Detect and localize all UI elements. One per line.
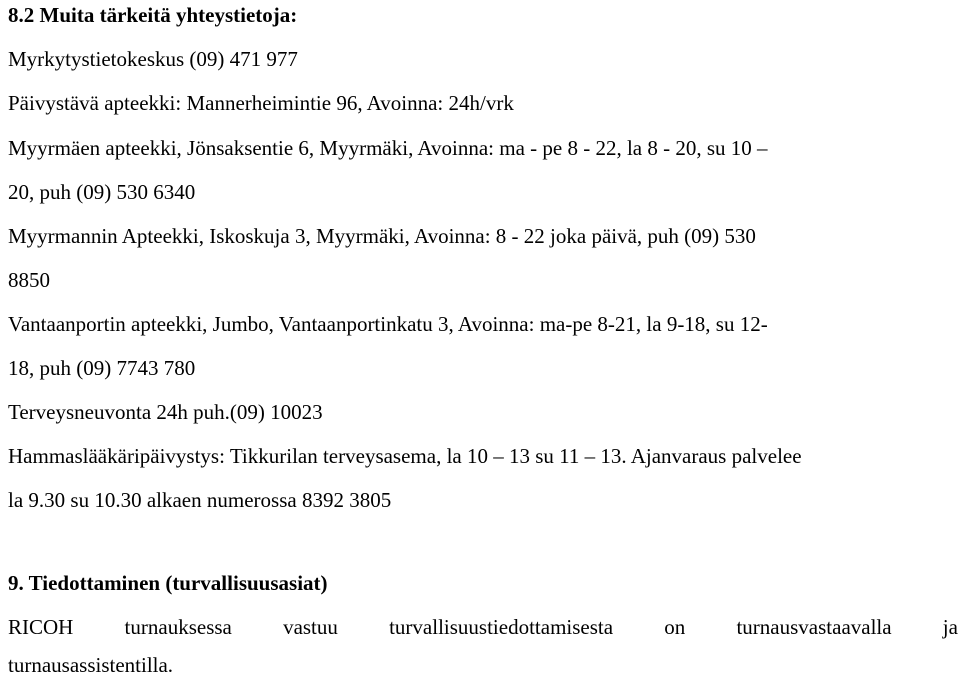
- text-line-health-advice: Terveysneuvonta 24h puh.(09) 10023: [8, 400, 323, 424]
- paragraph-word: RICOH: [8, 615, 74, 639]
- paragraph-word: on: [664, 615, 686, 639]
- text-line-myyrmanni-pharmacy: Myyrmannin Apteekki, Iskoskuja 3, Myyrmäki, Avoinna: 8 - 22 joka päivä, puh (09) 530: [8, 224, 756, 248]
- text-line-poison-center: Myrkytystietokeskus (09) 471 977: [8, 47, 298, 71]
- text-line-vantaanportti-pharmacy-phone: 18, puh (09) 7743 780: [8, 356, 196, 380]
- paragraph-word: turnausvastaavalla: [736, 615, 892, 639]
- section-heading-8-2: 8.2 Muita tärkeitä yhteystietoja:: [8, 3, 298, 27]
- text-line-vantaanportti-pharmacy: Vantaanportin apteekki, Jumbo, Vantaanportinkatu 3, Avoinna: ma-pe 8-21, la 9-18, su 12-: [8, 312, 768, 336]
- paragraph-last-line: turnausassistentilla.: [8, 653, 174, 677]
- paragraph-word: vastuu: [283, 615, 338, 639]
- text-line-on-duty-pharmacy: Päivystävä apteekki: Mannerheimintie 96, Avoinna: 24h/vrk: [8, 91, 514, 115]
- text-line-myyrmanni-pharmacy-phone: 8850: [8, 268, 50, 292]
- section-heading-9: 9. Tiedottaminen (turvallisuusasiat): [8, 571, 328, 595]
- paragraph-word: turvallisuustiedottamisesta: [389, 615, 614, 639]
- text-line-myyrmaki-pharmacy-phone: 20, puh (09) 530 6340: [8, 180, 196, 204]
- paragraph-word: ja: [942, 615, 958, 639]
- paragraph-word: turnauksessa: [124, 615, 232, 639]
- text-line-dental-booking: la 9.30 su 10.30 alkaen numerossa 8392 3805: [8, 488, 392, 512]
- text-line-myyrmaki-pharmacy: Myyrmäen apteekki, Jönsaksentie 6, Myyrmäki, Avoinna: ma - pe 8 - 22, la 8 - 20, su 10 –: [8, 136, 768, 160]
- text-line-dental-emergency: Hammaslääkäripäivystys: Tikkurilan terveysasema, la 10 – 13 su 11 – 13. Ajanvaraus palvelee: [8, 444, 802, 468]
- paragraph-line-justified: [8, 615, 958, 639]
